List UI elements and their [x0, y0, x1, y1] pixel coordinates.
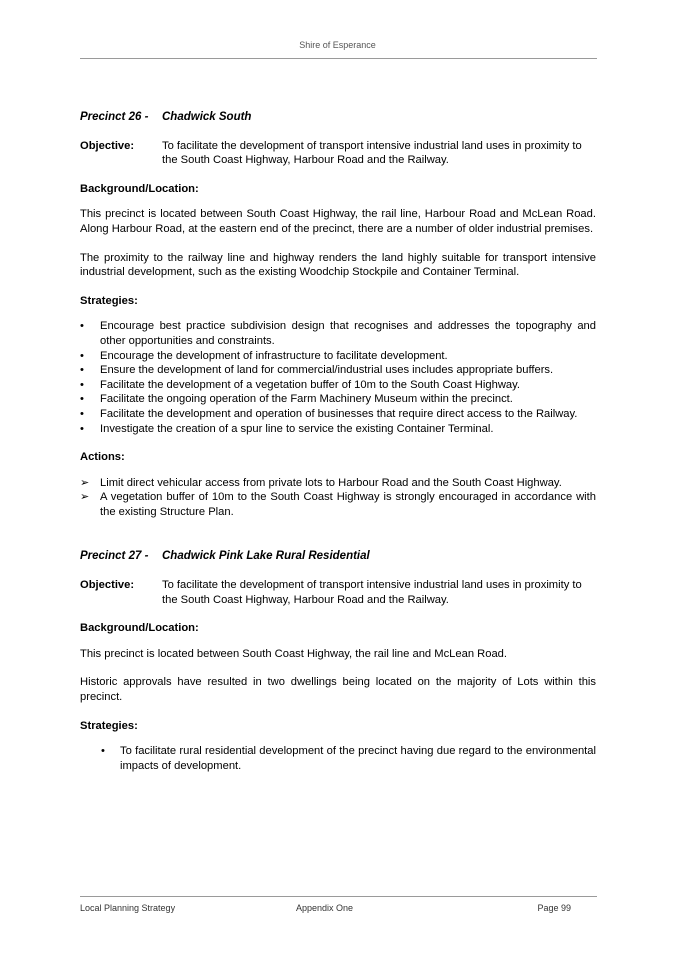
precinct-26-title — [80, 110, 596, 125]
footer-section: Appendix One — [296, 903, 354, 913]
background-heading: Background/Location: — [80, 182, 199, 195]
bullet-icon: • — [80, 349, 84, 362]
strategies-heading: Strategies: — [80, 294, 138, 307]
bullet-icon: • — [80, 320, 84, 333]
footer-document-title: Local Planning Strategy — [80, 903, 176, 913]
objective-text: To facilitate the development of transport intensive industrial land uses in proximity to the South Coast Highway, Harbour Road and the Railway. — [162, 579, 582, 606]
background-paragraph: This precinct is located between South Coast Highway, the rail line and McLean Road. — [80, 647, 508, 660]
strategy-item: • Facilitate the development of a vegetation buffer of 10m to the South Coast Highway. — [80, 378, 520, 391]
header-divider — [80, 58, 597, 59]
action-item: ➢ A vegetation buffer of 10m to the South Coast Highway is strongly encouraged in accordance with the existing Structure Plan. — [80, 491, 596, 518]
precinct-27-title — [80, 549, 596, 564]
precinct-27-name: Chadwick Pink Lake Rural Residential — [162, 550, 370, 563]
background-paragraph: This precinct is located between South Coast Highway, the rail line, Harbour Road and McLean Road. Along Harbour Road, at the eastern end of the precinct, there are a number of older industrial premises. — [80, 208, 596, 235]
background-paragraph: The proximity to the railway line and highway renders the land highly suitable for transport intensive industrial development, such as the existing Woodchip Stockpile and Container Terminal. — [80, 251, 596, 279]
footer-divider — [80, 896, 597, 897]
footer-page-number: Page 99 — [537, 903, 571, 913]
background-heading: Background/Location: — [80, 622, 199, 635]
bullet-icon: • — [80, 378, 84, 391]
arrow-bullet-icon: ➢ — [80, 476, 90, 489]
precinct-27-objective — [80, 578, 596, 607]
actions-heading: Actions: — [80, 451, 125, 464]
bullet-icon: • — [80, 364, 84, 377]
bullet-icon: • — [80, 393, 84, 406]
precinct-27-number: Precinct 27 - — [80, 550, 149, 563]
precinct-26-number: Precinct 26 - — [80, 111, 149, 123]
background-paragraph: Historic approvals have resulted in two dwellings being located on the majority of Lots within this precinct. — [80, 676, 596, 704]
strategies-heading: Strategies: — [80, 719, 138, 732]
strategy-item: • Facilitate the development and operation of businesses that require direct access to the Railway. — [80, 407, 578, 420]
bullet-icon: • — [101, 745, 105, 758]
actions-list — [80, 476, 596, 520]
action-item: ➢ Limit direct vehicular access from private lots to Harbour Road and the South Coast Highway. — [80, 476, 562, 489]
objective-label: Objective: — [80, 139, 135, 152]
strategy-item: • Investigate the creation of a spur line to service the existing Container Terminal. — [80, 422, 494, 435]
strategy-item: • To facilitate rural residential development of the precinct having due regard to the environmental impacts of development. — [101, 745, 596, 772]
page-header-title: Shire of Esperance — [299, 40, 376, 50]
bullet-icon: • — [80, 407, 84, 420]
strategy-item: • Encourage best practice subdivision design that recognises and addresses the topography and other opportunities and constraints. — [80, 320, 596, 347]
bullet-icon: • — [80, 422, 84, 435]
strategy-item: • Facilitate the ongoing operation of the Farm Machinery Museum within the precinct. — [80, 393, 513, 406]
document-body — [80, 110, 596, 787]
arrow-bullet-icon: ➢ — [80, 491, 90, 504]
precinct-26-objective — [80, 139, 596, 168]
strategies-list — [80, 319, 596, 436]
strategy-item: • Encourage the development of infrastructure to facilitate development. — [80, 349, 448, 362]
strategy-item: • Ensure the development of land for commercial/industrial uses includes appropriate buffers. — [80, 364, 554, 377]
objective-text: To facilitate the development of transport intensive industrial land uses in proximity to the South Coast Highway, Harbour Road and the Railway. — [162, 139, 582, 167]
objective-label: Objective: — [80, 579, 135, 592]
page-footer — [80, 903, 597, 917]
strategies-list — [80, 744, 596, 773]
precinct-26-name: Chadwick South — [162, 111, 252, 123]
